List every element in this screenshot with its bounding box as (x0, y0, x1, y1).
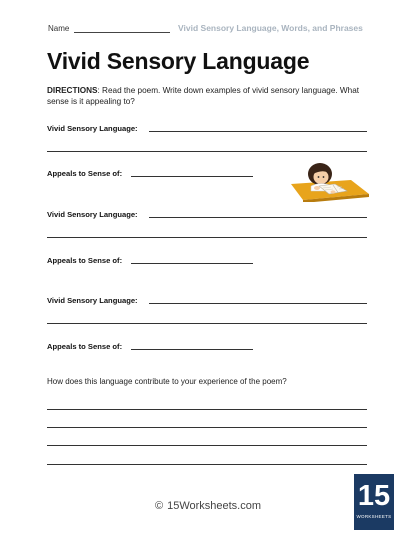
directions (47, 85, 377, 107)
appeals-line-3[interactable] (131, 349, 253, 350)
vivid-language-line-3a[interactable] (149, 303, 367, 304)
vivid-language-label-3: Vivid Sensory Language: (47, 296, 138, 305)
answer-line-1[interactable] (47, 409, 367, 410)
name-line[interactable] (74, 32, 170, 33)
copyright-icon: © (154, 500, 164, 512)
appeals-label-2: Appeals to Sense of: (47, 256, 123, 265)
name-label: Name (48, 24, 70, 33)
page-title: Vivid Sensory Language (47, 48, 310, 74)
vivid-language-line-2a[interactable] (149, 217, 367, 218)
answer-line-4[interactable] (47, 464, 367, 465)
vivid-language-label-2: Vivid Sensory Language: (47, 210, 138, 219)
vivid-language-label-1: Vivid Sensory Language: (47, 124, 138, 133)
answer-line-2[interactable] (47, 427, 367, 428)
appeals-label-3: Appeals to Sense of: (47, 342, 123, 351)
appeals-label-1: Appeals to Sense of: (47, 169, 123, 178)
vivid-language-line-2b[interactable] (47, 237, 367, 238)
appeals-line-2[interactable] (131, 263, 253, 264)
appeals-line-1[interactable] (131, 176, 253, 177)
vivid-language-line-1a[interactable] (149, 131, 367, 132)
footer-site: 15Worksheets.com (167, 500, 262, 512)
vivid-language-line-3b[interactable] (47, 323, 367, 324)
worksheet-subtitle: Vivid Sensory Language, Words, and Phrases (178, 23, 363, 33)
directions-label: DIRECTIONS (47, 86, 98, 95)
logo-word: WORKSHEETS (356, 514, 392, 519)
logo (354, 474, 394, 530)
vivid-language-line-1b[interactable] (47, 151, 367, 152)
girl-reading-book-icon (289, 160, 371, 202)
directions-text: : Read the poem. Write down examples of vivid sensory language. What sense is it appealing to? (47, 86, 360, 106)
reflection-question: How does this language contribute to your experience of the poem? (47, 377, 287, 386)
answer-line-3[interactable] (47, 445, 367, 446)
logo-number: 15 (357, 480, 391, 512)
